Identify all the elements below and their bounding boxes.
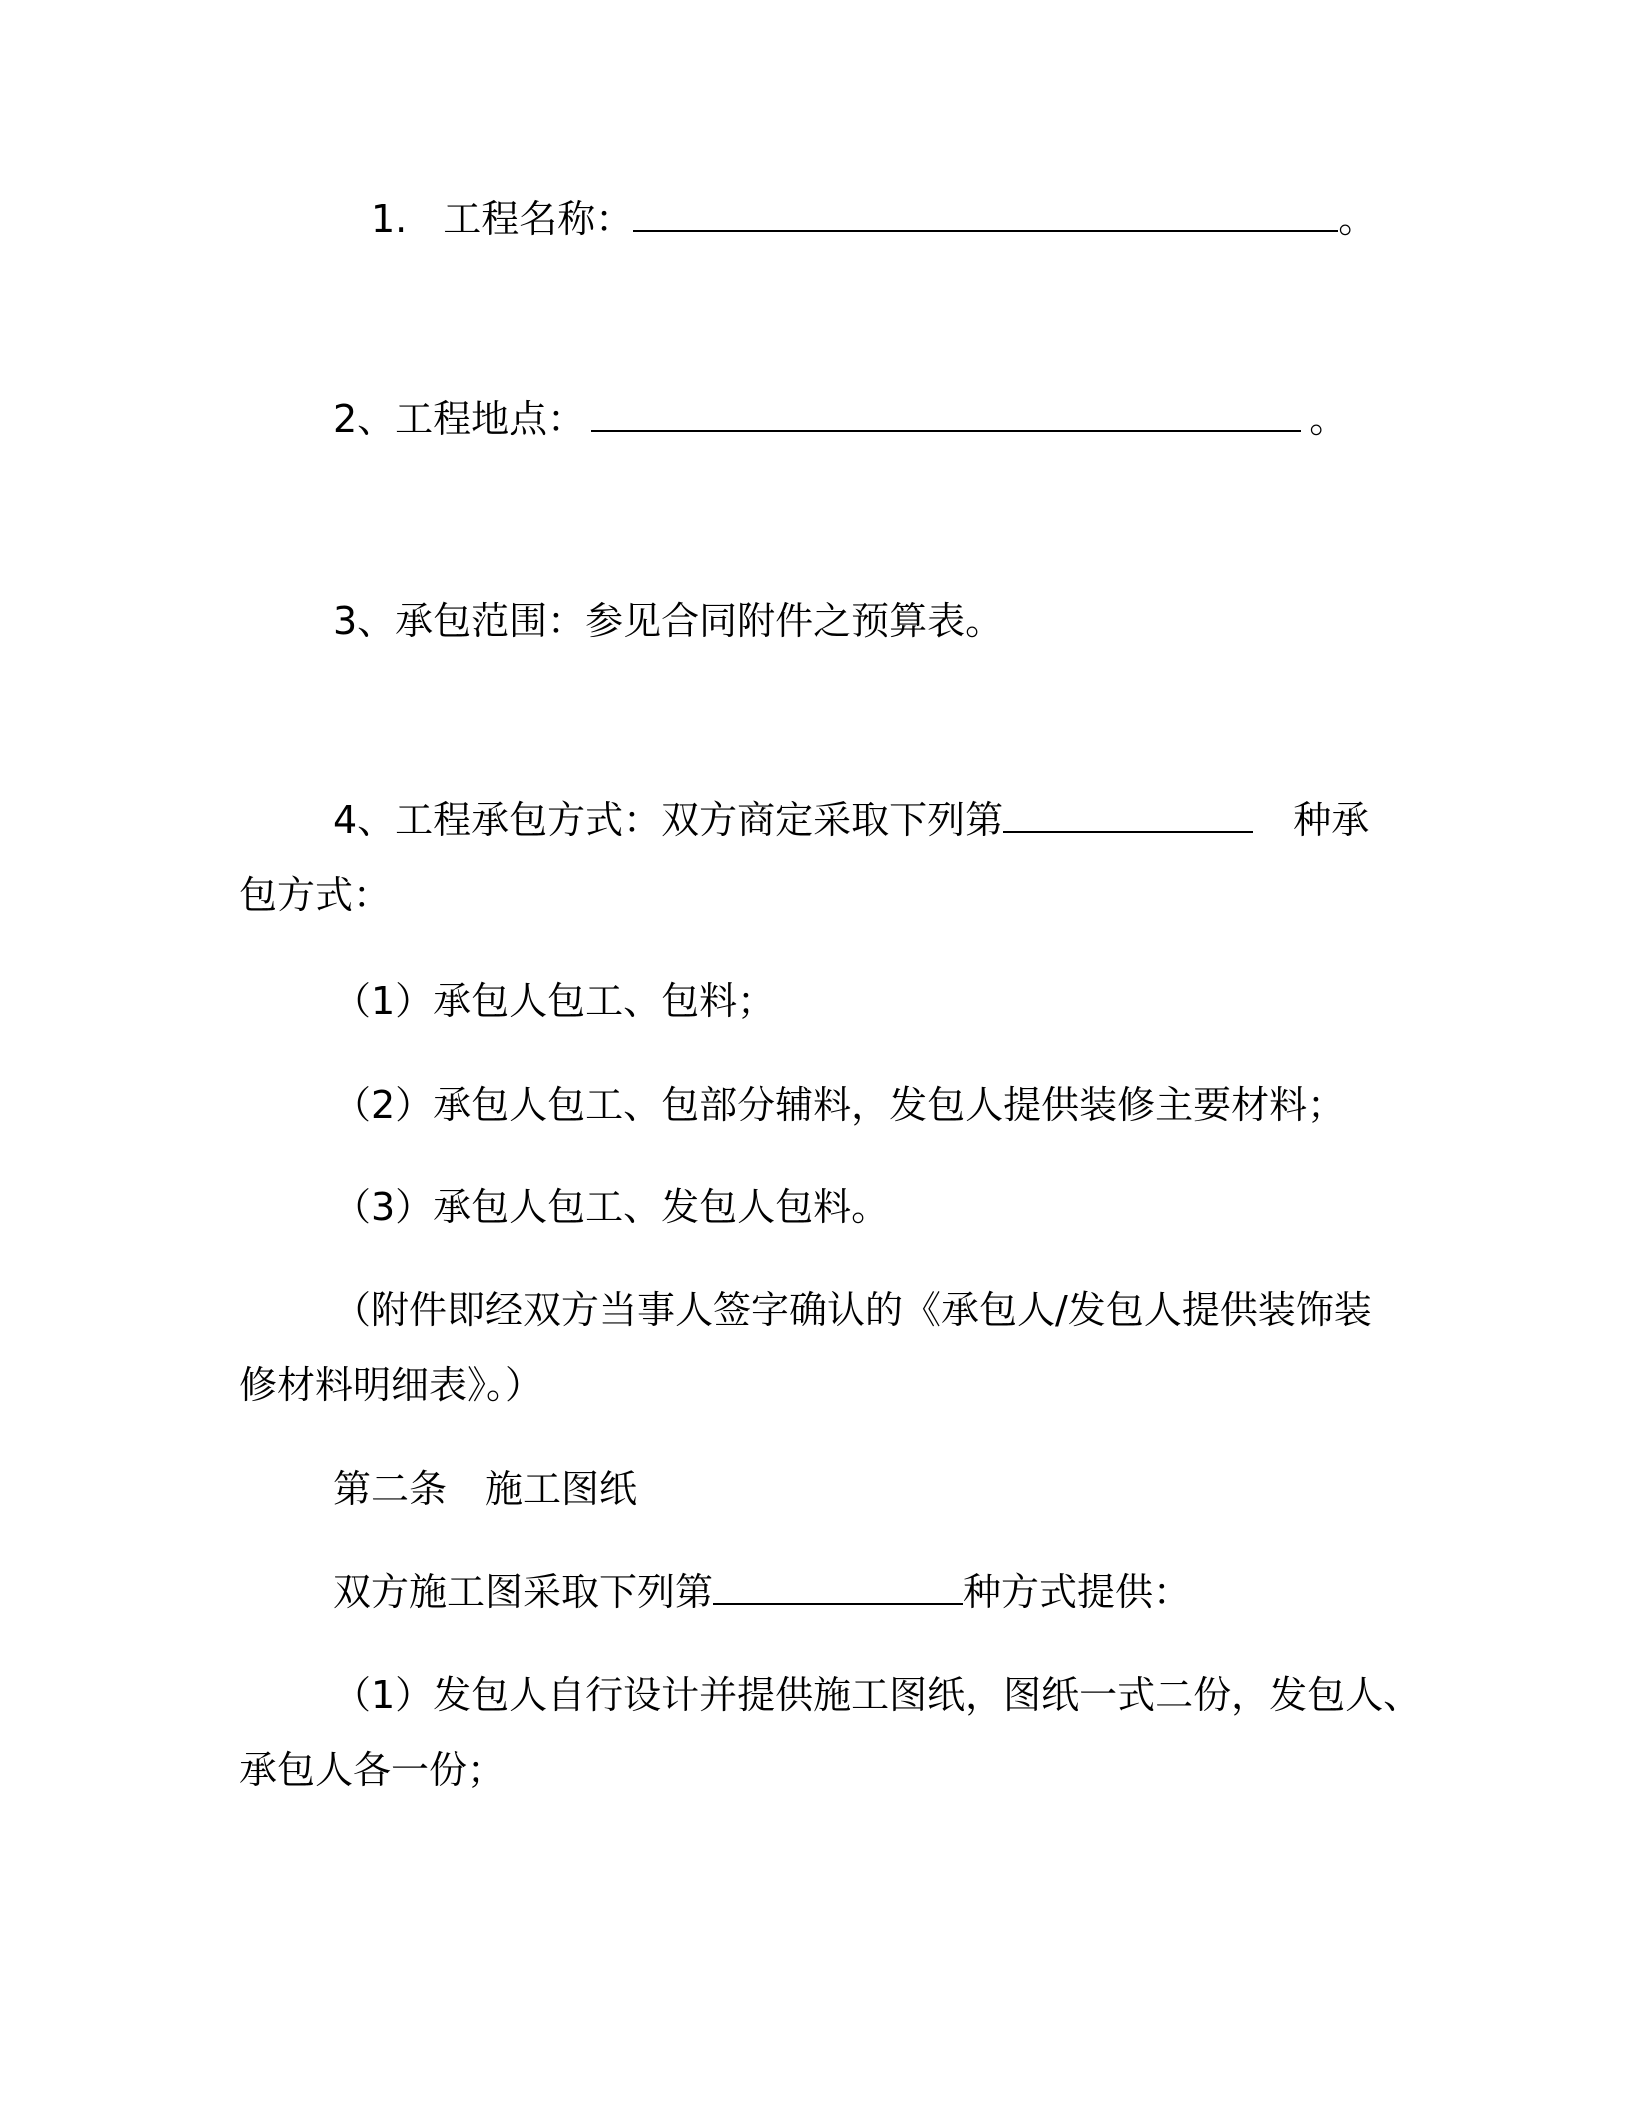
item1-number: 1. <box>371 197 408 241</box>
item1-label: 工程名称： <box>443 197 634 241</box>
drawing-text-a: 双方施工图采取下列第 <box>333 1570 714 1614</box>
drawing-text-b: 种方式提供： <box>963 1570 1192 1614</box>
drawing-method-field[interactable] <box>713 1573 963 1605</box>
contract-mode-field[interactable] <box>1003 801 1253 833</box>
drawing-method-line <box>333 1570 1192 1614</box>
item4-text-a: 4、工程承包方式：双方商定采取下列第 <box>333 798 1004 842</box>
drawing-option1-line1: （1）发包人自行设计并提供施工图纸，图纸一式二份，发包人、 <box>333 1673 1422 1717</box>
note-line1: （附件即经双方当事人签字确认的《承包人/发包人提供装饰装 <box>333 1288 1372 1332</box>
item4-line1 <box>333 798 1370 842</box>
item1-line <box>371 197 1377 241</box>
item2-line <box>333 397 1348 441</box>
article2-heading: 第二条 施工图纸 <box>333 1467 638 1511</box>
item2-end: 。 <box>1309 397 1348 441</box>
project-location-field[interactable] <box>591 400 1301 432</box>
item2-label: 2、工程地点： <box>333 397 586 441</box>
option-3: （3）承包人包工、发包人包料。 <box>333 1185 890 1229</box>
note-line2: 修材料明细表》。） <box>239 1363 544 1407</box>
option-2: （2）承包人包工、包部分辅料，发包人提供装修主要材料； <box>333 1083 1346 1127</box>
item3-line: 3、承包范围：参见合同附件之预算表。 <box>333 599 1004 643</box>
item4-line2: 包方式： <box>239 873 392 917</box>
option-1: （1）承包人包工、包料； <box>333 979 776 1023</box>
item1-end: 。 <box>1338 197 1377 241</box>
item4-text-b: 种承 <box>1293 798 1370 842</box>
project-name-field[interactable] <box>633 200 1338 232</box>
drawing-option1-line2: 承包人各一份； <box>239 1748 506 1792</box>
